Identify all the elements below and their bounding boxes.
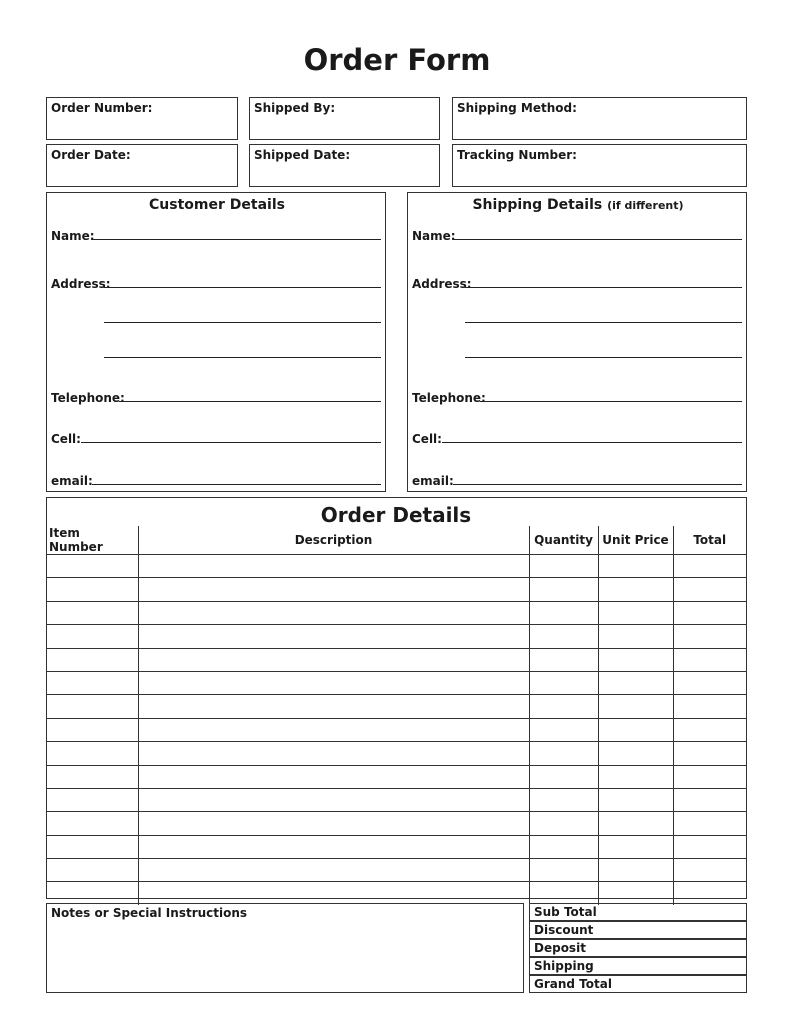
table-cell[interactable] [138,648,529,671]
table-cell[interactable] [46,578,138,601]
shipping-address-label: Address: [412,277,472,291]
table-cell[interactable] [598,835,673,858]
table-cell[interactable] [673,835,746,858]
table-cell[interactable] [673,765,746,788]
shipping-telephone-input[interactable] [480,401,742,402]
table-cell[interactable] [529,718,598,741]
table-cell[interactable] [138,812,529,835]
table-row [46,695,746,718]
shipping-total-label: Shipping [534,959,594,973]
customer-email-label: email: [51,474,93,488]
shipped-date-label: Shipped Date: [254,148,351,162]
customer-details-title: Customer Details [149,197,285,213]
table-cell[interactable] [673,578,746,601]
table-cell[interactable] [529,742,598,765]
table-cell[interactable] [138,788,529,811]
table-cell[interactable] [529,648,598,671]
table-cell[interactable] [598,625,673,648]
order-date-label: Order Date: [51,148,131,162]
shipping-cell-label: Cell: [412,432,442,446]
table-cell[interactable] [138,765,529,788]
table-cell[interactable] [46,742,138,765]
shipping-details-title [408,197,748,214]
table-cell[interactable] [673,788,746,811]
col-total: Total [673,526,746,555]
table-row [46,765,746,788]
customer-address-line-2[interactable] [104,322,381,323]
table-cell[interactable] [46,625,138,648]
shipping-address-line-2[interactable] [465,322,742,323]
customer-cell-input[interactable] [81,442,381,443]
table-cell[interactable] [598,671,673,694]
table-cell[interactable] [673,859,746,882]
table-cell[interactable] [598,555,673,578]
table-cell[interactable] [46,882,138,905]
table-cell[interactable] [598,578,673,601]
shipping-cell-input[interactable] [442,442,742,443]
table-cell[interactable] [138,625,529,648]
table-cell[interactable] [529,882,598,905]
shipping-details-title-note: (if different) [607,199,684,212]
table-row [46,625,746,648]
table-cell[interactable] [529,859,598,882]
customer-address-line-3[interactable] [104,357,381,358]
table-cell[interactable] [673,742,746,765]
shipping-telephone-label: Telephone: [412,391,486,405]
table-cell[interactable] [138,718,529,741]
table-cell[interactable] [46,765,138,788]
grand-total-field[interactable] [529,975,747,993]
table-row [46,648,746,671]
table-cell[interactable] [46,601,138,624]
shipped-by-label: Shipped By: [254,101,336,115]
table-cell[interactable] [529,578,598,601]
col-description: Description [138,526,529,555]
table-cell[interactable] [46,695,138,718]
table-row [46,835,746,858]
customer-name-input[interactable] [92,239,381,240]
shipping-email-input[interactable] [453,484,742,485]
table-cell[interactable] [529,695,598,718]
customer-cell-label: Cell: [51,432,81,446]
table-cell[interactable] [598,859,673,882]
order-number-label: Order Number: [51,101,153,115]
table-cell[interactable] [673,601,746,624]
order-items-header-row [46,526,746,555]
order-items-table [46,526,746,905]
table-cell[interactable] [46,718,138,741]
table-cell[interactable] [46,555,138,578]
table-cell[interactable] [529,835,598,858]
table-cell[interactable] [598,882,673,905]
shipped-date-field[interactable] [249,144,440,187]
subtotal-field[interactable] [529,903,747,921]
table-row [46,555,746,578]
shipping-details-title-text: Shipping Details [472,197,603,213]
table-row [46,812,746,835]
table-cell[interactable] [673,625,746,648]
shipping-name-input[interactable] [453,239,742,240]
table-cell[interactable] [529,601,598,624]
shipping-details-panel [407,192,747,492]
table-cell[interactable] [529,788,598,811]
table-cell[interactable] [598,788,673,811]
table-cell[interactable] [138,578,529,601]
customer-telephone-label: Telephone: [51,391,125,405]
shipping-method-field[interactable] [452,97,747,140]
customer-telephone-input[interactable] [119,401,381,402]
table-cell[interactable] [46,671,138,694]
table-cell[interactable] [138,882,529,905]
table-cell[interactable] [529,812,598,835]
table-cell[interactable] [138,835,529,858]
discount-label: Discount [534,923,594,937]
order-details-title: Order Details [320,503,472,527]
shipped-by-field[interactable] [249,97,440,140]
col-unit-price: Unit Price [598,526,673,555]
table-cell[interactable] [598,812,673,835]
col-item-number: Item Number [46,526,138,555]
tracking-number-field[interactable] [452,144,747,187]
deposit-label: Deposit [534,941,586,955]
table-cell[interactable] [598,601,673,624]
table-cell[interactable] [673,718,746,741]
table-cell[interactable] [673,695,746,718]
shipping-email-label: email: [412,474,454,488]
table-cell[interactable] [138,742,529,765]
table-row [46,671,746,694]
table-cell[interactable] [598,695,673,718]
customer-details-panel [46,192,386,492]
customer-address-line-1[interactable] [104,287,381,288]
col-quantity: Quantity [529,526,598,555]
customer-email-input[interactable] [92,484,381,485]
discount-field[interactable] [529,921,747,939]
order-date-field[interactable] [46,144,238,187]
shipping-method-label: Shipping Method: [457,101,577,115]
table-cell[interactable] [138,601,529,624]
table-cell[interactable] [598,742,673,765]
table-row [46,718,746,741]
table-cell[interactable] [673,882,746,905]
table-cell[interactable] [529,671,598,694]
table-row [46,578,746,601]
table-row [46,742,746,765]
table-cell[interactable] [598,765,673,788]
shipping-address-line-3[interactable] [465,357,742,358]
table-cell[interactable] [46,835,138,858]
table-row [46,788,746,811]
table-cell[interactable] [673,812,746,835]
tracking-number-label: Tracking Number: [457,148,577,162]
order-items-body [46,555,746,906]
subtotal-label: Sub Total [534,905,597,919]
grand-total-label: Grand Total [534,977,612,991]
table-cell[interactable] [46,812,138,835]
shipping-total-field[interactable] [529,957,747,975]
customer-address-label: Address: [51,277,111,291]
table-cell[interactable] [46,859,138,882]
table-cell[interactable] [138,555,529,578]
table-cell[interactable] [673,648,746,671]
table-cell[interactable] [138,695,529,718]
table-row [46,601,746,624]
table-cell[interactable] [529,555,598,578]
notes-box[interactable] [46,903,524,993]
table-row [46,882,746,905]
table-cell[interactable] [138,859,529,882]
table-cell[interactable] [529,625,598,648]
table-cell[interactable] [46,648,138,671]
table-cell[interactable] [46,788,138,811]
table-cell[interactable] [598,648,673,671]
shipping-name-label: Name: [412,229,456,243]
table-row [46,859,746,882]
table-cell[interactable] [673,671,746,694]
deposit-field[interactable] [529,939,747,957]
table-cell[interactable] [138,671,529,694]
customer-name-label: Name: [51,229,95,243]
table-cell[interactable] [529,765,598,788]
form-title: Order Form [303,43,491,77]
shipping-address-line-1[interactable] [465,287,742,288]
table-cell[interactable] [673,555,746,578]
notes-label: Notes or Special Instructions [51,906,248,920]
table-cell[interactable] [598,718,673,741]
order-number-field[interactable] [46,97,238,140]
